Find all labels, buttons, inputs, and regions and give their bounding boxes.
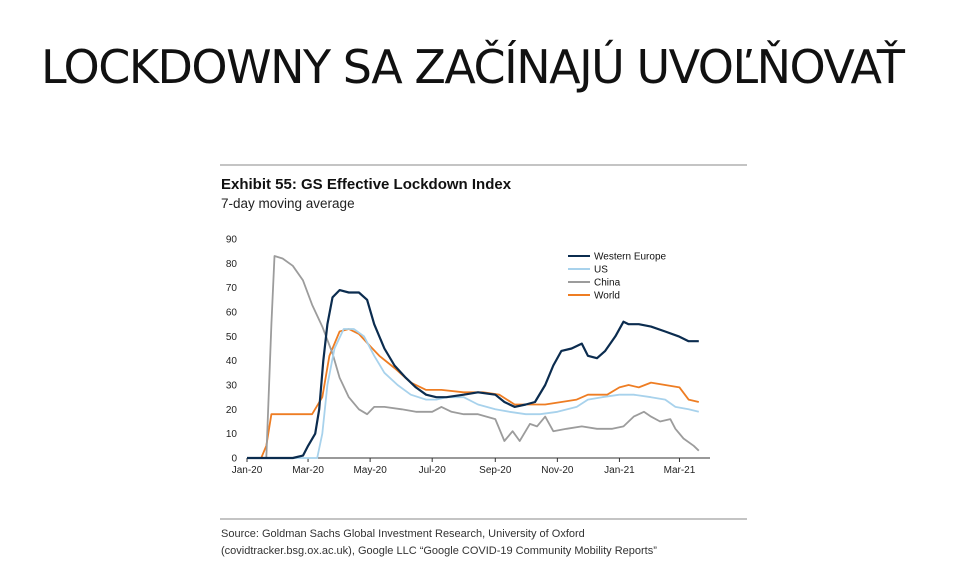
legend-label-us: US [594, 264, 608, 276]
series-line-western-europe [247, 290, 699, 458]
x-tick-label: May-20 [353, 465, 387, 476]
y-tick-label: 40 [225, 356, 237, 368]
chart-subtitle: 7-day moving average [221, 196, 355, 211]
legend-label-china: China [594, 277, 621, 289]
source-line-1: Source: Goldman Sachs Global Investment Research, University of Oxford [221, 528, 585, 540]
y-tick-label: 70 [225, 283, 237, 295]
x-tick-label: Mar-21 [663, 465, 696, 476]
slide-title: LOCKDOWNY SA ZAČÍNAJÚ UVOĽŇOVAŤ [41, 40, 904, 94]
y-axis [226, 235, 238, 465]
chart-title: Exhibit 55: GS Effective Lockdown Index [221, 176, 512, 193]
y-tick-label: 60 [225, 307, 237, 319]
x-tick-label: Mar-20 [292, 465, 324, 476]
x-tick-label: Jan-20 [231, 465, 263, 476]
x-tick-label: Sep-20 [479, 465, 512, 476]
y-tick-label: 30 [225, 380, 237, 392]
y-tick-label: 80 [225, 258, 237, 270]
legend-label-world: World [594, 290, 620, 302]
x-axis [232, 458, 696, 476]
source-line-2: (covidtracker.bsg.ox.ac.uk), Google LLC “Google COVID-19 Community Mobility Reports” [221, 545, 657, 557]
y-tick-label: 0 [231, 453, 237, 465]
x-tick-label: Nov-20 [541, 465, 574, 476]
x-tick-label: Jan-21 [604, 465, 635, 476]
y-tick-label: 50 [225, 331, 237, 343]
series-line-china [247, 256, 699, 458]
x-tick-label: Jul-20 [418, 465, 446, 476]
legend [568, 252, 667, 302]
legend-label-western-europe: Western Europe [594, 251, 667, 263]
series-lines [247, 256, 699, 458]
y-tick-label: 10 [225, 429, 237, 441]
y-tick-label: 90 [225, 234, 237, 246]
y-tick-label: 20 [225, 404, 237, 416]
